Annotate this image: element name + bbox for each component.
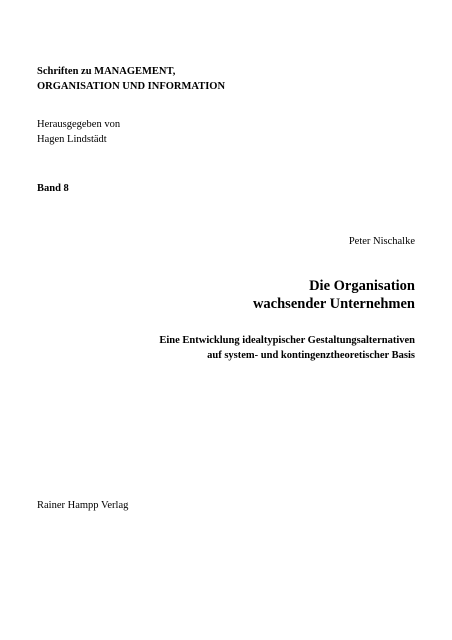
publisher-name: Rainer Hampp Verlag <box>37 500 129 511</box>
book-title-line-2: wachsender Unternehmen <box>252 296 415 312</box>
series-heading <box>37 64 225 94</box>
series-line-2: ORGANISATION UND INFORMATION <box>37 81 226 92</box>
volume-number: Band 8 <box>37 183 69 194</box>
series-line-1: Schriften zu MANAGEMENT, <box>37 66 176 77</box>
book-subtitle-line-2: auf system- und kontingenztheoretischer Basis <box>207 350 415 361</box>
editor-name: Hagen Lindstädt <box>37 134 107 145</box>
editor-block <box>37 117 120 147</box>
author-name: Peter Nischalke <box>348 236 415 247</box>
editor-label: Herausgegeben von <box>37 119 121 130</box>
book-title-line-1: Die Organisation <box>309 278 415 294</box>
book-subtitle-line-1: Eine Entwicklung idealtypischer Gestaltungsalternativen <box>159 335 415 346</box>
book-title <box>253 277 415 313</box>
book-subtitle <box>159 333 415 363</box>
